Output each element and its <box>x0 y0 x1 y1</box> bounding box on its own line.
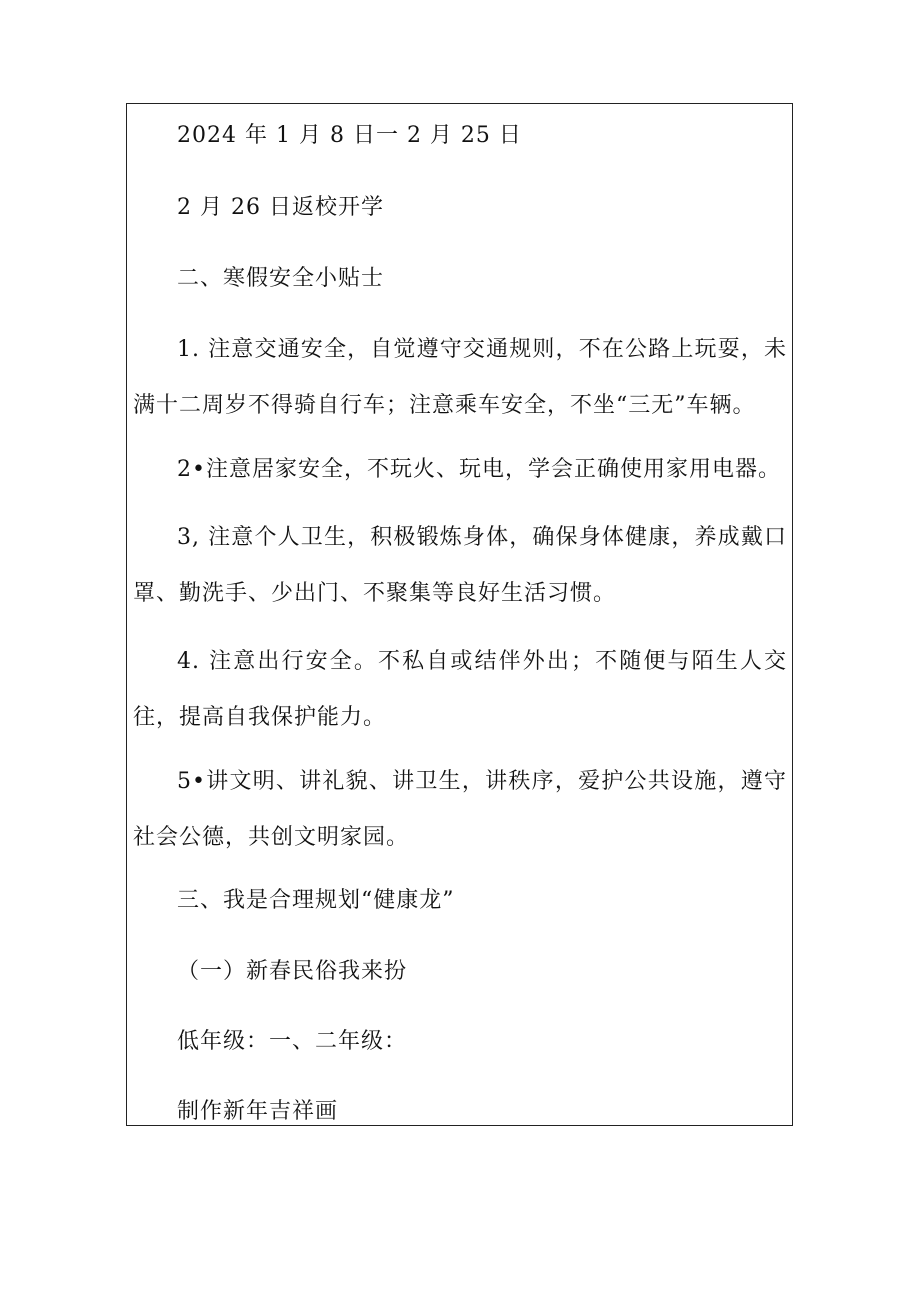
tip-1-paragraph: 1. 注意交通安全，自觉遵守交通规则，不在公路上玩耍，未满十二周岁不得骑自行车；注意乘车安全，不坐“三无”车辆。 <box>133 337 787 418</box>
tip-5-paragraph: 5•讲文明、讲礼貌、讲卫生，讲秩序，爱护公共设施，遵守社会公德，共创文明家园。 <box>133 769 787 850</box>
date-range-line: 2024 年 1 月 8 日一 2 月 25 日 <box>177 123 522 148</box>
tip-3-paragraph: 3, 注意个人卫生，积极锻炼身体，确保身体健康，养成戴口罩、勤洗手、少出门、不聚集等良好生活习惯。 <box>133 525 787 606</box>
section-three-heading: 三、我是合理规划“健康龙” <box>177 888 455 913</box>
tip-2-paragraph: 2•注意居家安全，不玩火、玩电，学会正确使用家用电器。 <box>177 457 781 482</box>
tip-4-paragraph: 4. 注意出行安全。不私自或结伴外出；不随便与陌生人交往，提高自我保护能力。 <box>133 649 787 730</box>
subsection-one-heading: （一）新春民俗我来扮 <box>177 959 408 984</box>
section-two-heading: 二、寒假安全小贴士 <box>177 266 385 291</box>
activity-line: 制作新年吉祥画 <box>177 1099 339 1124</box>
return-date-line: 2 月 26 日返校开学 <box>177 195 384 220</box>
document-frame <box>126 103 793 1126</box>
grade-low-line: 低年级：一、二年级： <box>177 1029 408 1054</box>
